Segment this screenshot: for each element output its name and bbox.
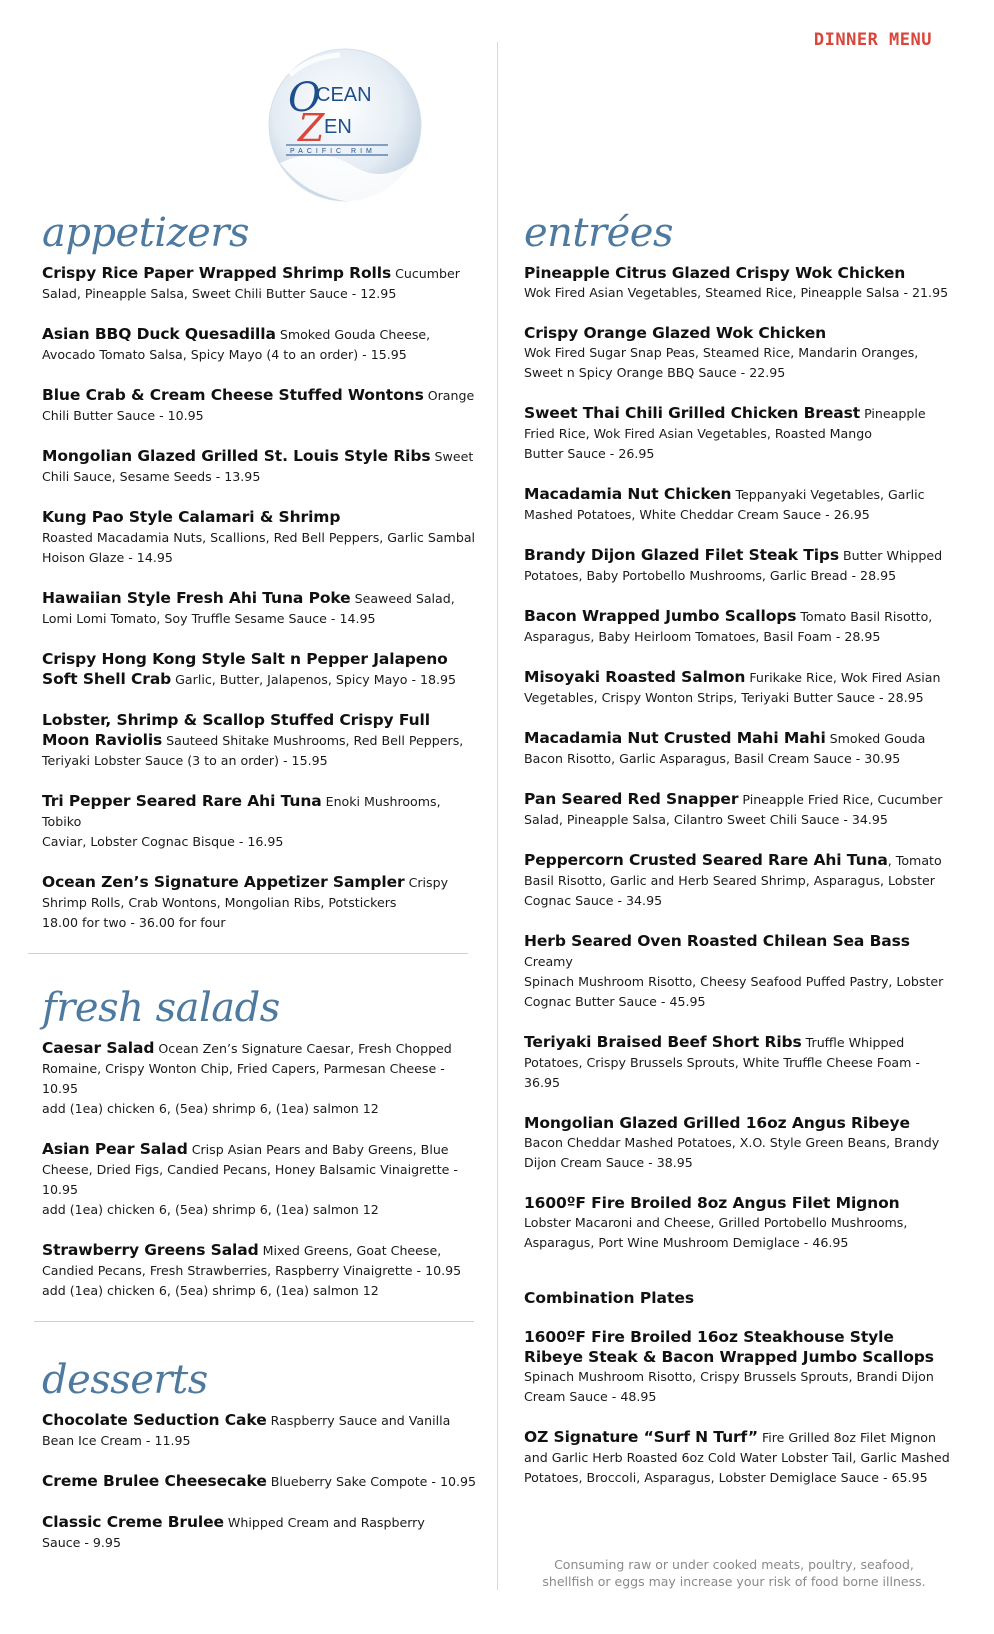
- logo-letter-o: O: [288, 75, 321, 121]
- right-column: [524, 205, 954, 1508]
- menu-item: Crispy Orange Glazed Wok Chicken Wok Fired Sugar Snap Peas, Steamed Rice, Mandarin Oranges, Sweet n Spicy Orange BBQ Sauce - 22.95: [524, 324, 919, 380]
- menu-item: Chocolate Seduction Cake Raspberry Sauce and Vanilla Bean Ice Cream - 11.95: [42, 1411, 451, 1448]
- footnote-line-1: Consuming raw or under cooked meats, poultry, seafood,: [554, 1557, 914, 1572]
- logo-tagline: PACIFIC RIM: [290, 148, 376, 155]
- menu-item: Crispy Hong Kong Style Salt n Pepper Jalapeno Soft Shell Crab Garlic, Butter, Jalapenos, Spicy Mayo - 18.95: [42, 650, 457, 688]
- menu-item: 1600ºF Fire Broiled 16oz Steakhouse Style Ribeye Steak & Bacon Wrapped Jumbo Scallops Spinach Mushroom Risotto, Crispy Brussels Sprouts, Brandi Dijon Cream Sauce - 48.95: [524, 1328, 934, 1404]
- menu-item: Ocean Zen’s Signature Appetizer Sampler Crispy Shrimp Rolls, Crab Wontons, Mongolian Ribs, Potstickers 18.00 for two - 36.00 for four: [42, 873, 449, 930]
- menu-item: Crispy Rice Paper Wrapped Shrimp Rolls Cucumber Salad, Pineapple Salsa, Sweet Chili Butter Sauce - 12.95: [42, 264, 460, 301]
- menu-item: OZ Signature “Surf N Turf” Fire Grilled 8oz Filet Mignon and Garlic Herb Roasted 6oz Cold Water Lobster Tail, Garlic Mashed Potatoes, Broccoli, Asparagus, Lobster Demiglace Sauce - 65.95: [524, 1428, 950, 1485]
- ocean-zen-logo: [260, 45, 430, 205]
- desserts-title: desserts: [42, 1357, 208, 1403]
- menu-item: Strawberry Greens Salad Mixed Greens, Goat Cheese, Candied Pecans, Fresh Strawberries, Raspberry Vinaigrette - 10.95 add (1ea) chicken 6, (5ea) shrimp 6, (1ea) salmon 12: [42, 1241, 462, 1298]
- section-divider: [28, 953, 468, 954]
- section-divider: [34, 1321, 474, 1322]
- appetizers-title: appetizers: [42, 210, 249, 256]
- menu-item: Classic Creme Brulee Whipped Cream and Raspberry Sauce - 9.95: [42, 1513, 425, 1550]
- food-safety-notice: [524, 1556, 944, 1590]
- menu-item: 1600ºF Fire Broiled 8oz Angus Filet Mignon Lobster Macaroni and Cheese, Grilled Portobello Mushrooms, Asparagus, Port Wine Mushroom Demiglace - 46.95: [524, 1194, 908, 1250]
- logo-line-2: EN: [324, 116, 352, 138]
- salads-title: fresh salads: [42, 985, 280, 1031]
- menu-item: Mongolian Glazed Grilled 16oz Angus Ribeye Bacon Cheddar Mashed Potatoes, X.O. Style Green Beans, Brandy Dijon Cream Sauce - 38.95: [524, 1114, 940, 1170]
- logo-line-1: CEAN: [316, 84, 372, 106]
- menu-item: Caesar Salad Ocean Zen’s Signature Caesar, Fresh Chopped Romaine, Crispy Wonton Chip, Fried Capers, Parmesan Cheese - 10.95 add (1ea) chicken 6, (5ea) shrimp 6, (1ea) salmon 12: [42, 1039, 452, 1116]
- menu-item: Blue Crab & Cream Cheese Stuffed Wontons Orange Chili Butter Sauce - 10.95: [42, 386, 475, 423]
- menu-item: Peppercorn Crusted Seared Rare Ahi Tuna, Tomato Basil Risotto, Garlic and Herb Seared Shrimp, Asparagus, Lobster Cognac Sauce - 34.95: [524, 851, 942, 908]
- menu-item: Creme Brulee Cheesecake Blueberry Sake Compote - 10.95: [42, 1472, 477, 1490]
- menu-item: Herb Seared Oven Roasted Chilean Sea Bass Creamy Spinach Mushroom Risotto, Cheesy Seafood Puffed Pastry, Lobster Cognac Butter Sauce - 45.95: [524, 932, 944, 1009]
- menu-item: Sweet Thai Chili Grilled Chicken Breast Pineapple Fried Rice, Wok Fired Asian Vegetables, Roasted Mango Butter Sauce - 26.95: [524, 404, 926, 461]
- page-title: DINNER MENU: [813, 30, 932, 50]
- menu-item: Kung Pao Style Calamari & Shrimp Roasted Macadamia Nuts, Scallions, Red Bell Peppers, Garlic Sambal Hoison Glaze - 14.95: [42, 508, 476, 565]
- menu-item: Hawaiian Style Fresh Ahi Tuna Poke Seaweed Salad, Lomi Lomi Tomato, Soy Truffle Sesame Sauce - 14.95: [42, 589, 455, 626]
- menu-item: Brandy Dijon Glazed Filet Steak Tips Butter Whipped Potatoes, Baby Portobello Mushrooms, Garlic Bread - 28.95: [524, 546, 943, 583]
- menu-item: Asian Pear Salad Crisp Asian Pears and Baby Greens, Blue Cheese, Dried Figs, Candied Pecans, Honey Balsamic Vinaigrette - 10.95 add (1ea) chicken 6, (5ea) shrimp 6, (1ea) salmon 12: [42, 1140, 458, 1217]
- menu-item: Macadamia Nut Crusted Mahi Mahi Smoked Gouda Bacon Risotto, Garlic Asparagus, Basil Cream Sauce - 30.95: [524, 729, 926, 766]
- menu-item: Bacon Wrapped Jumbo Scallops Tomato Basil Risotto, Asparagus, Baby Heirloom Tomatoes, Basil Foam - 28.95: [524, 607, 933, 644]
- combination-plates-title: Combination Plates: [524, 1289, 695, 1307]
- menu-item: Tri Pepper Seared Rare Ahi Tuna Enoki Mushrooms, Tobiko Caviar, Lobster Cognac Bisque - 16.95: [42, 792, 441, 849]
- menu-item: Mongolian Glazed Grilled St. Louis Style Ribs Sweet Chili Sauce, Sesame Seeds - 13.95: [42, 447, 474, 484]
- menu-item: Pineapple Citrus Glazed Crispy Wok Chicken Wok Fired Asian Vegetables, Steamed Rice, Pineapple Salsa - 21.95: [524, 264, 949, 300]
- menu-item: Macadamia Nut Chicken Teppanyaki Vegetables, Garlic Mashed Potatoes, White Cheddar Cream Sauce - 26.95: [524, 485, 925, 522]
- menu-item: Asian BBQ Duck Quesadilla Smoked Gouda Cheese, Avocado Tomato Salsa, Spicy Mayo (4 to an order) - 15.95: [42, 325, 431, 362]
- menu-item: Lobster, Shrimp & Scallop Stuffed Crispy Full Moon Raviolis Sauteed Shitake Mushrooms, Red Bell Peppers, Teriyaki Lobster Sauce (3 to an order) - 15.95: [42, 711, 464, 768]
- left-column: [42, 205, 482, 1573]
- entrees-title: entrées: [524, 210, 673, 256]
- menu-item: Teriyaki Braised Beef Short Ribs Truffle Whipped Potatoes, Crispy Brussels Sprouts, White Truffle Cheese Foam - 36.95: [524, 1033, 920, 1090]
- menu-item: Pan Seared Red Snapper Pineapple Fried Rice, Cucumber Salad, Pineapple Salsa, Cilantro Sweet Chili Sauce - 34.95: [524, 790, 943, 827]
- column-divider: [497, 42, 498, 1590]
- logo-letter-z: Z: [298, 106, 325, 150]
- footnote-line-2: shellfish or eggs may increase your risk of food borne illness.: [542, 1574, 926, 1589]
- menu-item: Misoyaki Roasted Salmon Furikake Rice, Wok Fired Asian Vegetables, Crispy Wonton Strips, Teriyaki Butter Sauce - 28.95: [524, 668, 941, 705]
